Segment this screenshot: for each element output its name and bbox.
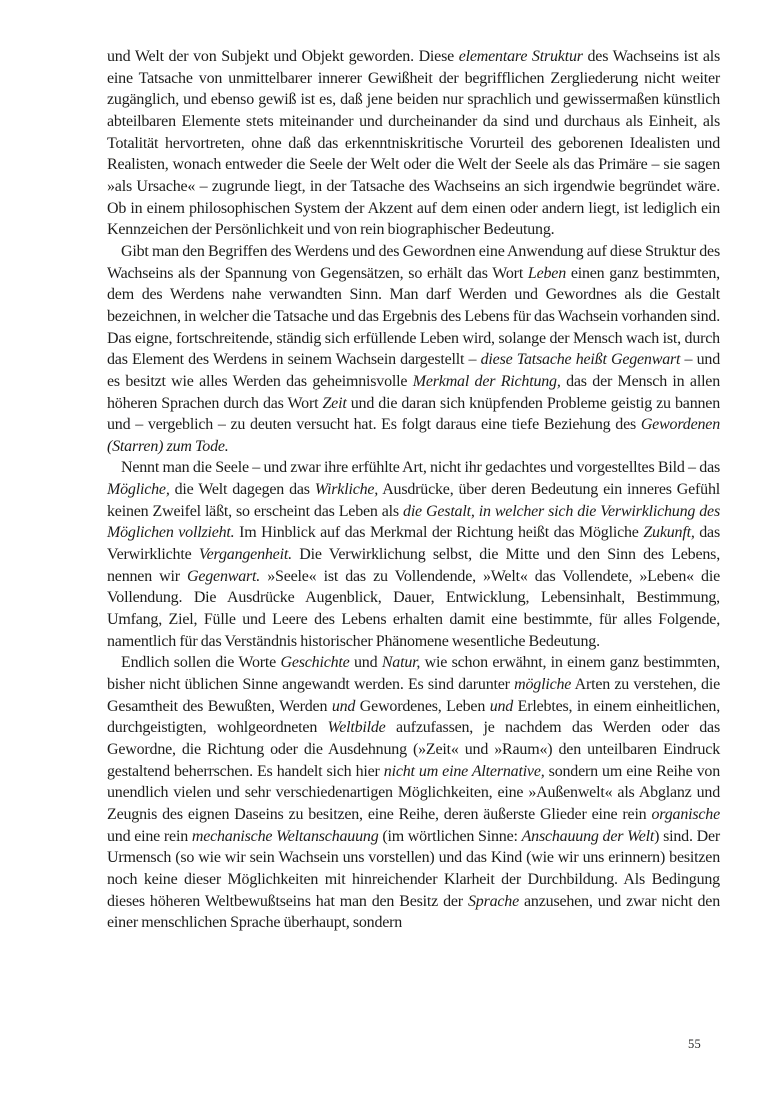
text-segment: Gibt man den Begriffen des Werdens und des Gewordnen eine Anwendung auf diese Struktur des Wachseins als der Spannung von Gegensätzen, so erhält das Wort — [107, 242, 720, 282]
text-segment: (im wörtlichen Sinne: — [378, 827, 522, 845]
paragraph — [107, 652, 720, 934]
italic-text-segment: Merkmal der Richtung, — [412, 372, 561, 390]
text-segment: Die Verwirklichung selbst, die Mitte und den Sinn des Lebens, nennen wir — [107, 546, 721, 585]
italic-text-segment: Wirkliche, — [314, 481, 379, 499]
text-segment: Ausdrücke, über deren Bedeutung ein inneres Gefühl keinen Zweifel läßt, so erscheint das Leben als — [107, 481, 720, 520]
page-number: 55 — [688, 1037, 702, 1051]
text-segment: Erlebtes, in einem einheitlichen, durchgeistigten, wohlgeordneten — [107, 697, 720, 737]
paragraph — [107, 46, 720, 241]
italic-text-segment: Anschauung der Welt — [521, 827, 655, 845]
text-segment: das Verwirklichte — [107, 524, 720, 564]
text-segment: anzusehen, und zwar nicht den einer menschlichen Sprache überhaupt, sondern — [107, 892, 720, 932]
text-segment: Gewordenes, Leben — [355, 697, 490, 715]
text-segment: wie schon erwähnt, in einem ganz bestimmten, bisher nicht üblichen Sinne angewandt werden. Es sind darunter — [107, 654, 720, 694]
italic-text-segment: Zukunft, — [643, 524, 695, 542]
italic-text-segment: Leben — [527, 264, 566, 282]
italic-text-segment: Geschichte — [280, 654, 350, 672]
italic-text-segment: Gegenwart. — [186, 567, 261, 585]
text-segment: und die daran sich knüpfenden Probleme geistig zu bannen und – vergeblich – zu deuten versucht hat. Es folgt daraus eine tiefe Beziehung des — [107, 394, 720, 434]
text-segment: ) sind. Der Urmensch (so wie wir sein Wachsein uns vorstellen) und das Kind (wie wir uns erinnern) besitzen noch keine dieser Möglichkeiten mit hinreichender Klarheit der Durchbildung. Als Bedingung dieses höheren Weltbewußtseins hat man den Besitz der — [107, 827, 720, 910]
text-segment: Im Hinblick auf das Merkmal der Richtung heißt das Mögliche — [234, 524, 644, 542]
italic-text-segment: elementare Struktur — [458, 48, 583, 65]
italic-text-segment: und — [331, 697, 356, 715]
text-segment: aufzufassen, je nachdem das Werden oder das Gewordne, die Richtung oder die Ausdehnung (»Zeit« und »Raum«) den unteilbaren Eindruck gestaltend beherrschen. Es handelt sich hier — [107, 719, 720, 780]
italic-text-segment: Natur, — [381, 654, 421, 672]
text-segment: Arten zu verstehen, die Gesamtheit des Bewußten, Werden — [107, 676, 721, 715]
text-block — [107, 46, 720, 934]
italic-text-segment: Weltbilde — [327, 719, 386, 737]
text-segment: Endlich sollen die Worte — [121, 654, 281, 672]
italic-text-segment: mechanische Weltanschauung — [191, 827, 379, 845]
text-segment: und Welt der von Subjekt und Objekt geworden. Diese — [107, 48, 459, 65]
text-segment: und eine rein — [107, 827, 192, 845]
paragraph — [107, 241, 720, 458]
text-segment: Nennt man die Seele – und zwar ihre erfühlte Art, nicht ihr gedachtes und vorgestelltes Bild – das — [121, 459, 720, 477]
italic-text-segment: diese Tatsache heißt Gegenwart — [480, 351, 681, 369]
text-segment: sondern um eine Reihe von unendlich vielen und sehr verschiedenartigen Möglichkeiten, eine »Außenwelt« als Abglanz und Zeugnis des eignen Daseins zu besitzen, eine Reihe, deren äußerste Glieder eine rein — [107, 762, 720, 823]
italic-text-segment: Zeit — [322, 394, 347, 412]
text-segment: und — [349, 654, 382, 672]
text-segment: einen ganz bestimmten, dem des Werdens nahe verwandten Sinn. Man darf Werden und Gewordnes als die Gestalt bezeichnen, in welcher die Tatsache und das Ergebnis des Lebens für das Wachsein vorhanden sind. Das eigne, fortschreitende, ständig sich erfüllende Leben wird, solange der Mensch wach ist, durch das Element des Werdens in seinem Wachsein dargestellt – — [107, 264, 720, 369]
italic-text-segment: mögliche — [514, 676, 572, 694]
paragraph — [107, 457, 720, 652]
italic-text-segment: und — [489, 697, 514, 715]
italic-text-segment: nicht um eine Alternative, — [383, 762, 545, 780]
italic-text-segment: die Gestalt, in welcher sich die Verwirklichung des Möglichen vollzieht. — [107, 502, 720, 542]
italic-text-segment: Sprache — [467, 892, 519, 910]
italic-text-segment: organische — [651, 805, 720, 823]
italic-text-segment: Gewordenen (Starren) zum Tode. — [107, 416, 720, 455]
text-segment: »Seele« ist das zu Vollendende, »Welt« das Vollendete, »Leben« die Vollendung. Die Ausdrücke Augenblick, Dauer, Entwicklung, Lebensinhalt, Bestimmung, Umfang, Ziel, Fülle und Leere des Lebens erhalten damit eine bestimmte, für alles Folgende, namentlich für das Verständnis historischer Phänomene wesentliche Bedeutung. — [107, 567, 720, 650]
text-segment: – und es besitzt wie alles Werden das geheimnisvolle — [107, 351, 720, 390]
italic-text-segment: Mögliche, — [107, 481, 170, 499]
text-segment: das der Mensch in allen höheren Sprachen durch das Wort — [107, 372, 721, 412]
italic-text-segment: Vergangenheit. — [198, 546, 292, 564]
text-segment: die Welt dagegen das — [169, 481, 315, 499]
text-segment: des Wachseins ist als eine Tatsache von unmittelbarer innerer Gewißheit der begrifflichen Zergliederung nicht weiter zugänglich, und ebenso gewiß ist es, daß jene beiden nur sprachlich und gewissermaßen künstlich abteilbaren Elemente stets miteinander und durcheinander da sind und durchaus als Einheit, als Totalität hervortreten, ohne daß das erkenntniskritische Vorurteil des geborenen Idealisten und Realisten, wonach entweder die Seele der Welt oder die Welt der Seele als das Primäre – sie sagen »als Ursache« – zugrunde liegt, in der Tatsache des Wachseins an sich irgendwie begründet wäre. Ob in einem philosophischen System der Akzent auf dem einen oder andern liegt, ist lediglich ein Kennzeichen der Persönlichkeit und von rein biographischer Bedeutung. — [107, 48, 720, 239]
